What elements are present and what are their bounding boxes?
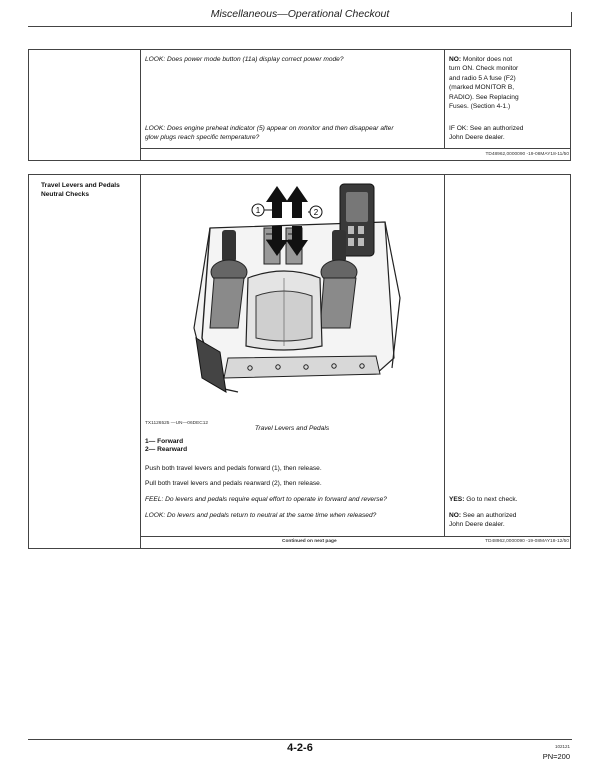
step-pull: Pull both travel levers and pedals rearward (2), then release. <box>145 480 322 487</box>
section1-reference-code: TD48962,0000090 -19-08MAY18-11/50 <box>485 152 569 157</box>
header-rule <box>28 26 572 27</box>
section1-result-line: (marked MONITOR B, <box>449 84 515 92</box>
section1-result-ifok <box>449 124 567 143</box>
figure-legend <box>145 438 187 454</box>
step-push: Push both travel levers and pedals forward (1), then release. <box>145 465 322 472</box>
section1-ifok-line: IF OK: See an authorized <box>449 125 524 132</box>
feel-result-text: Go to next check. <box>464 496 518 503</box>
feel-result <box>449 495 518 504</box>
section1-divider-right <box>444 49 445 148</box>
look-result-line: John Deere dealer. <box>449 521 505 529</box>
section1-ref-rule <box>140 148 571 149</box>
travel-levers-figure <box>180 178 412 400</box>
section1-result-line: turn ON. Check monitor <box>449 65 519 73</box>
section2-divider-left <box>140 174 141 549</box>
section1-look-preheat-line: LOOK: Does engine preheat indicator (5) appear on monitor and then disappear after <box>145 125 394 132</box>
section2-reference-code: TD48962,0000090 -19-08MAY18-12/50 <box>485 539 569 544</box>
section1-look-preheat <box>145 124 443 143</box>
section1-result-no-label: NO: <box>449 56 462 63</box>
header-rule-right-tick <box>571 12 572 27</box>
feel-check: FEEL: Do levers and pedals require equal effort to operate in forward and reverse? <box>145 496 387 503</box>
continued-note: Continued on next page <box>282 539 337 544</box>
look-neutral-check: LOOK: Do levers and pedals return to neutral at the same time when released? <box>145 512 377 519</box>
section1-ifok-line: John Deere dealer. <box>449 134 505 142</box>
page-number: 4-2-6 <box>287 742 313 754</box>
look-neutral-result <box>449 511 516 530</box>
section1-result-monitor <box>449 55 567 111</box>
footer-rule <box>28 739 572 740</box>
legend-forward: 1— Forward <box>145 438 184 445</box>
section1-result-line: Monitor does not <box>461 56 513 63</box>
feel-result-yes-label: YES: <box>449 496 465 503</box>
figure-id: TX1126525 —UN—06DEC12 <box>145 421 209 426</box>
figure-caption: Travel Levers and Pedals <box>254 425 330 432</box>
section1-result-line: and radio 5 A fuse (F2) <box>449 74 516 82</box>
look-result-no-label: NO: <box>449 512 462 519</box>
look-result-line: See an authorized <box>461 512 517 519</box>
page-header-title: Miscellaneous—Operational Checkout <box>210 8 390 20</box>
section1-result-line: RADIO). See Replacing <box>449 93 519 101</box>
section1-look-preheat-line: glow plugs reach specific temperature? <box>145 134 260 142</box>
section2-title-line: Travel Levers and Pedals <box>41 182 120 189</box>
section2-ref-rule <box>140 536 571 537</box>
callout-2-label: 2 <box>313 208 319 217</box>
footer-pn: PN=200 <box>542 752 570 761</box>
section1-look-power-mode: LOOK: Does power mode button (11a) display correct power mode? <box>145 56 344 63</box>
footer-small-code: 102121 <box>554 744 570 749</box>
section2-divider-right <box>444 174 445 536</box>
section1-divider-left <box>140 49 141 161</box>
section2-title <box>41 181 139 200</box>
legend-rearward: 2— Rearward <box>145 446 188 453</box>
section1-result-line: Fuses. (Section 4-1.) <box>449 103 511 111</box>
callout-1-label: 1 <box>255 206 261 215</box>
section2-title-line: Neutral Checks <box>41 191 90 199</box>
